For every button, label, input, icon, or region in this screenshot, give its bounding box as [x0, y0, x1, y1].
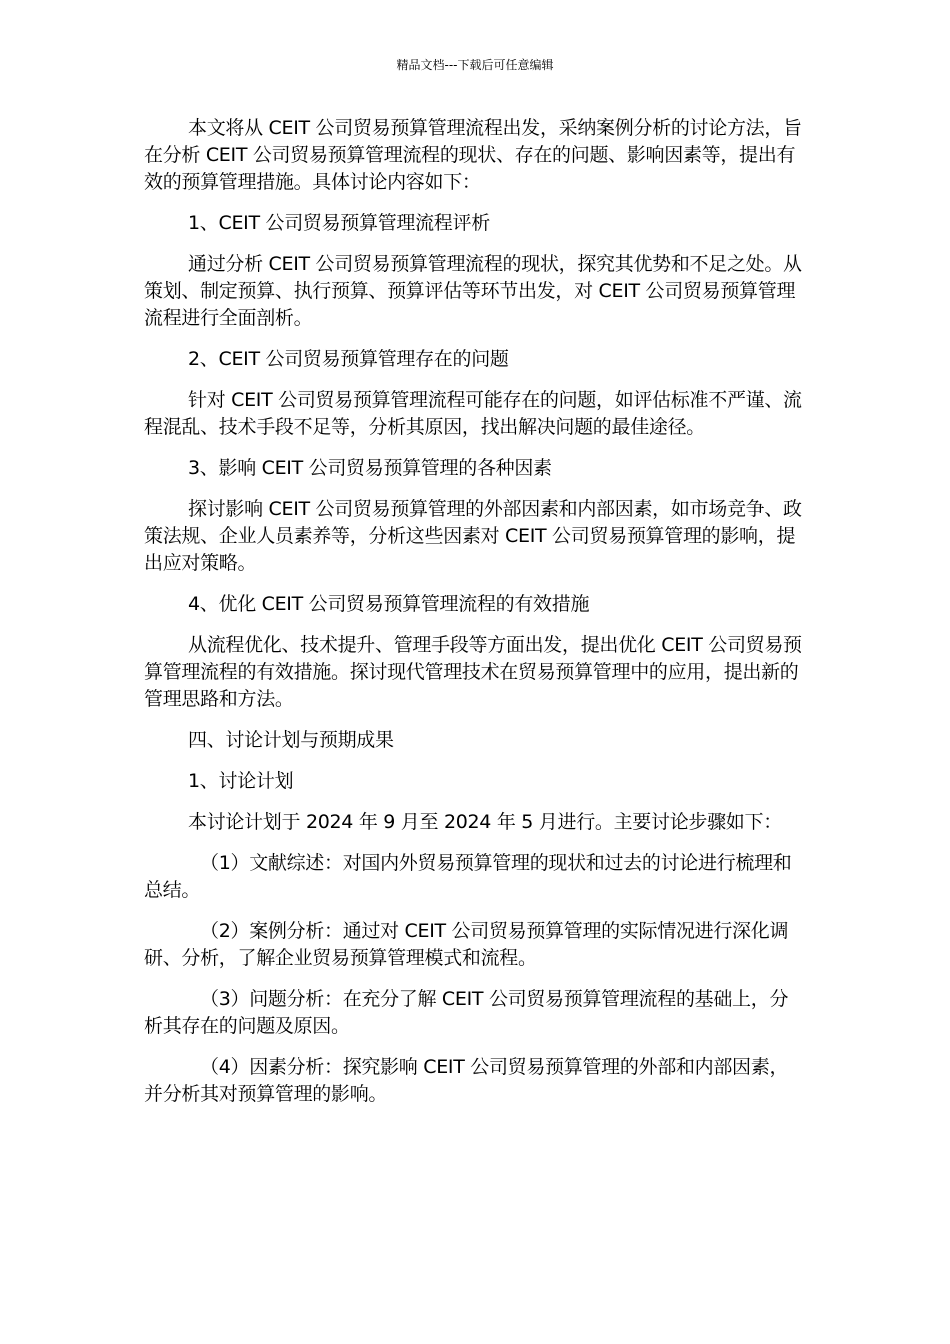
paragraph-1: 通过分析 CEIT 公司贸易预算管理流程的现状，探究其优势和不足之处。从策划、制定预算、执行预算、预算评估等环节出发，对 CEIT 公司贸易预算管理流程进行全面剖析。 [144, 253, 802, 329]
plan-step-3: （3）问题分析：在充分了解 CEIT 公司贸易预算管理流程的基础上，分析其存在的问题及原因。 [144, 988, 789, 1037]
heading-2: 2、CEIT 公司贸易预算管理存在的问题 [188, 348, 509, 370]
paragraph-2: 针对 CEIT 公司贸易预算管理流程可能存在的问题，如评估标准不严谨、流程混乱、技术手段不足等，分析其原因，找出解决问题的最佳途径。 [144, 389, 802, 438]
plan-heading: 1、讨论计划 [188, 770, 294, 792]
section-4-heading: 四、讨论计划与预期成果 [188, 729, 394, 751]
intro-paragraph: 本文将从 CEIT 公司贸易预算管理流程出发，采纳案例分析的讨论方法，旨在分析 CEIT 公司贸易预算管理流程的现状、存在的问题、影响因素等，提出有效的预算管理措施。具体讨论内容如下： [144, 117, 802, 193]
paragraph-3: 探讨影响 CEIT 公司贸易预算管理的外部因素和内部因素，如市场竞争、政策法规、企业人员素养等，分析这些因素对 CEIT 公司贸易预算管理的影响，提出应对策略。 [144, 498, 802, 574]
plan-step-2: （2）案例分析：通过对 CEIT 公司贸易预算管理的实际情况进行深化调研、分析，了解企业贸易预算管理模式和流程。 [144, 920, 789, 969]
plan-step-4: （4）因素分析：探究影响 CEIT 公司贸易预算管理的外部和内部因素，并分析其对预算管理的影响。 [144, 1056, 789, 1105]
heading-3: 3、影响 CEIT 公司贸易预算管理的各种因素 [188, 457, 552, 479]
plan-step-1: （1）文献综述：对国内外贸易预算管理的现状和过去的讨论进行梳理和总结。 [144, 852, 792, 901]
page-header: 精品文档---下载后可任意编辑 [396, 58, 554, 72]
document-body [144, 115, 806, 1108]
paragraph-4: 从流程优化、技术提升、管理手段等方面出发，提出优化 CEIT 公司贸易预算管理流程的有效措施。探讨现代管理技术在贸易预算管理中的应用，提出新的管理思路和方法。 [144, 634, 802, 710]
heading-4: 4、优化 CEIT 公司贸易预算管理流程的有效措施 [188, 593, 590, 615]
heading-1: 1、CEIT 公司贸易预算管理流程评析 [188, 212, 490, 234]
plan-intro-paragraph: 本讨论计划于 2024 年 9 月至 2024 年 5 月进行。主要讨论步骤如下： [188, 811, 782, 833]
